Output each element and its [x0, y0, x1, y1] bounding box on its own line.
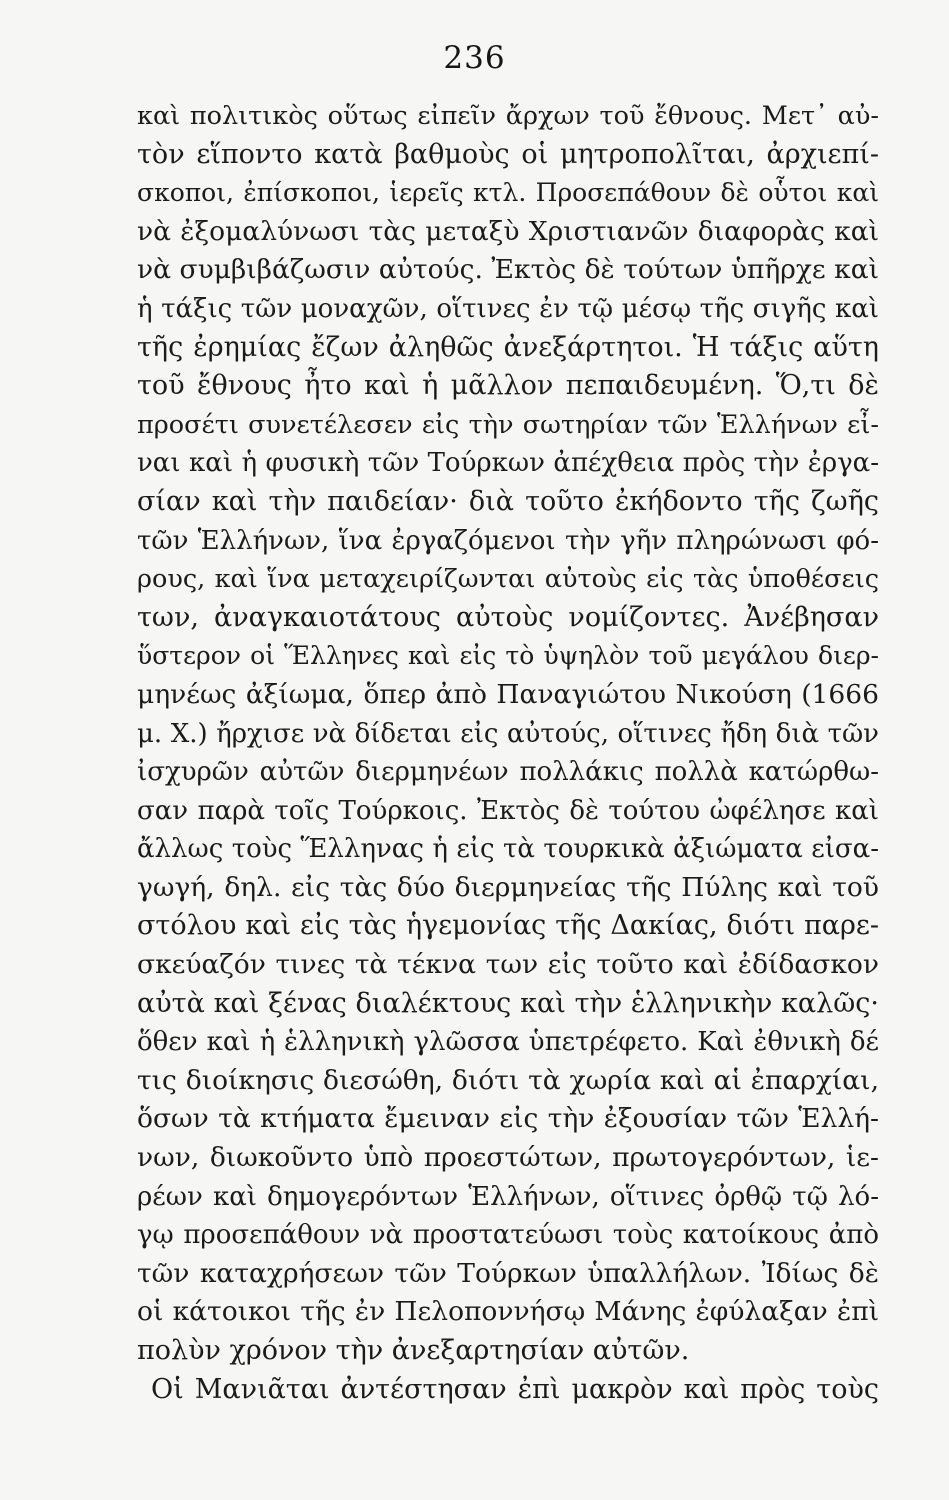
text-line: ὅθεν καὶ ἡ ἑλληνικὴ γλῶσσα ὑπετρέφετο. Καὶ ἐθνικὴ δέ — [137, 1027, 879, 1058]
paragraph-end-line: πολὺν χρόνον τὴν ἀνεξαρτησίαν αὐτῶν. — [137, 1335, 690, 1366]
body-text — [137, 97, 879, 1409]
text-line: ὕστερον οἱ Ἕλληνες καὶ εἰς τὸ ὑψηλὸν τοῦ μεγάλου διερ- — [137, 641, 879, 671]
text-line: ρους, καὶ ἵνα μεταχειρίζωνται αὐτοὺς εἰς τὰς ὑποθέσεις — [137, 564, 879, 595]
paragraph-start-line: Οἱ Μανιᾶται ἀντέστησαν ἐπὶ μακρὸν καὶ πρὸς τοὺς — [151, 1373, 879, 1405]
text-line: ἰσχυρῶν αὐτῶν διερμηνέων πολλάκις πολλὰ κατώρθω- — [137, 757, 879, 788]
text-line: αὐτὰ καὶ ξένας διαλέκτους καὶ τὴν ἑλληνικὴν καλῶς· — [137, 987, 879, 1019]
text-line: καὶ πολιτικὸς οὕτως εἰπεῖν ἄρχων τοῦ ἔθνους. Μετ᾽ αὐ- — [137, 101, 879, 131]
text-line: ἡ τάξις τῶν μοναχῶν, οἵτινες ἐν τῷ μέσῳ τῆς σιγῆς καὶ — [137, 293, 879, 324]
text-line: προσέτι συνετέλεσεν εἰς τὴν σωτηρίαν τῶν Ἑλλήνων εἶ- — [137, 409, 879, 440]
text-line: οἱ κάτοικοι τῆς ἐν Πελοποννήσῳ Μάνης ἐφύλαξαν ἐπὶ — [137, 1296, 879, 1328]
text-line: ναι καὶ ἡ φυσικὴ τῶν Τούρκων ἀπέχθεια πρὸς τὴν ἐργα- — [137, 448, 879, 479]
text-line: των, ἀναγκαιοτάτους αὐτοὺς νομίζοντες. Ἀνέβησαν — [137, 601, 879, 633]
text-line: σαν παρὰ τοῖς Τούρκοις. Ἐκτὸς δὲ τούτου ὠφέλησε καὶ — [137, 795, 879, 826]
text-line: σίαν καὶ τὴν παιδείαν· διὰ τοῦτο ἐκήδοντο τῆς ζωῆς — [137, 485, 879, 517]
text-line: τῆς ἐρημίας ἔζων ἀληθῶς ἀνεξάρτητοι. Ἡ τάξις αὕτη — [137, 331, 879, 363]
text-line: τις διοίκησις διεσώθη, διότι τὰ χωρία καὶ αἱ ἐπαρχίαι, — [137, 1064, 879, 1096]
text-line: μηνέως ἀξίωμα, ὅπερ ἀπὸ Παναγιώτου Νικούση (1666 — [137, 678, 879, 710]
text-line: νων, διωκοῦντο ὑπὸ προεστώτων, πρωτογερόντων, ἱε- — [137, 1142, 879, 1174]
text-line: ὅσων τὰ κτήματα ἔμειναν εἰς τὴν ἐξουσίαν τῶν Ἑλλή- — [137, 1103, 879, 1135]
text-line: τὸν εἵποντο κατὰ βαθμοὺς οἱ μητροπολῖται, ἀρχιεπί- — [137, 138, 879, 170]
text-line: σκοποι, ἐπίσκοποι, ἱερεῖς κτλ. Προσεπάθουν δὲ οὗτοι καὶ — [137, 178, 879, 208]
text-line: γωγή, δηλ. εἰς τὰς δύο διερμηνείας τῆς Πύλης καὶ τοῦ — [137, 871, 879, 903]
text-line: μ. Χ.) ἤρχισε νὰ δίδεται εἰς αὐτούς, οἵτινες ἤδη διὰ τῶν — [137, 718, 879, 749]
text-line: σκεύαζόν τινες τὰ τέκνα των εἰς τοῦτο καὶ ἐδίδασκον — [137, 949, 879, 981]
text-line: γῳ προσεπάθουν νὰ προστατεύωσι τοὺς κατοίκους ἀπὸ — [137, 1220, 879, 1251]
text-line: τῶν Ἑλλήνων, ἵνα ἐργαζόμενοι τὴν γῆν πληρώνωσι φό- — [137, 525, 879, 556]
text-line: τῶν καταχρήσεων τῶν Τούρκων ὑπαλλήλων. Ἰδίως δὲ — [137, 1257, 879, 1289]
text-line: ἄλλως τοὺς Ἕλληνας ἡ εἰς τὰ τουρκικὰ ἀξιώματα εἰσα- — [137, 834, 879, 865]
page-number: 236 — [443, 40, 506, 76]
text-line: ρέων καὶ δημογερόντων Ἑλλήνων, οἵτινες ὀρθῷ τῷ λό- — [137, 1181, 879, 1212]
text-line: νὰ ἐξομαλύνωσι τὰς μεταξὺ Χριστιανῶν διαφορὰς καὶ — [137, 215, 879, 247]
text-line: τοῦ ἔθνους ἦτο καὶ ἡ μᾶλλον πεπαιδευμένη. Ὅ,τι δὲ — [137, 370, 879, 402]
text-line: νὰ συμβιβάζωσιν αὐτούς. Ἐκτὸς δὲ τούτων ὑπῆρχε καὶ — [137, 254, 879, 286]
text-line: στόλου καὶ εἰς τὰς ἡγεμονίας τῆς Δακίας, διότι παρε- — [137, 910, 879, 942]
